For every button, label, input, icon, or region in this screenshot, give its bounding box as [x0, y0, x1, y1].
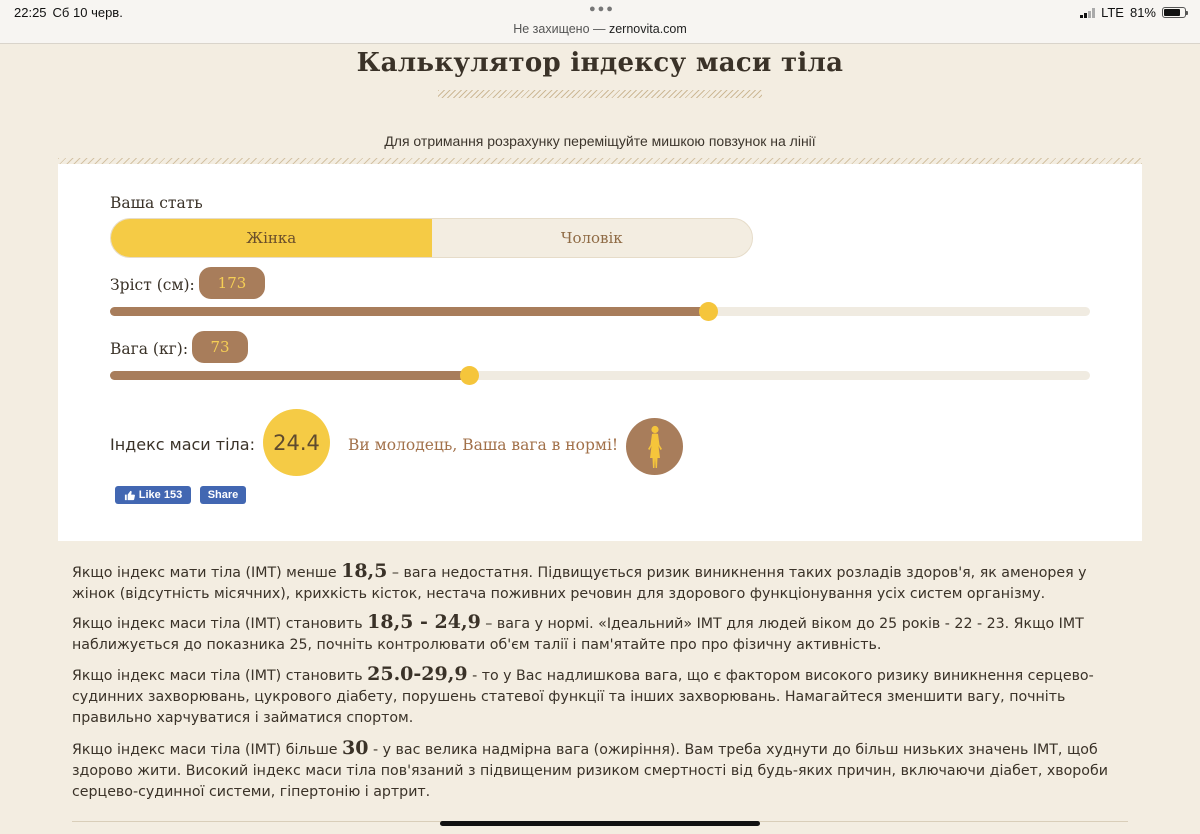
page-title: Калькулятор індексу маси тіла [356, 48, 844, 78]
network-label: LTE [1101, 5, 1124, 20]
home-indicator[interactable] [440, 821, 760, 826]
height-value-badge: 173 [199, 267, 265, 299]
info-threshold: 30 [342, 737, 369, 759]
gender-toggle [110, 218, 753, 258]
weight-label: Вага (кг): [110, 340, 189, 358]
facebook-like-button[interactable] [115, 486, 191, 504]
gender-option-female[interactable]: Жінка [111, 219, 432, 257]
status-indicators [1080, 5, 1186, 20]
info-threshold: 25.0-29,9 [367, 663, 468, 685]
gender-option-male[interactable]: Чоловік [560, 229, 623, 247]
height-slider-fill [110, 307, 708, 316]
bmi-info-underweight [72, 561, 1132, 605]
info-text-before: Якщо індекс маси тіла (ІМТ) становить [72, 616, 368, 632]
weight-value-badge: 73 [192, 331, 248, 363]
body-type-badge [626, 418, 683, 475]
info-text-after: - у вас велика надмірна вага (ожиріння). Вам треба худнути до більш низьких значень ІМТ, щоб здорово жити. Високий індекс маси тіла пов'язаний з підвищеним ризиком смертності від будь-яких причин, включаючи діабет, хвороби серцево-судинної системи, гіпертонію і артрит. [72, 742, 1108, 800]
status-bar [0, 0, 1200, 44]
info-text-after: – вага недостатня. Підвищується ризик виникнення таких розладів здоров'я, як аменорея у жінок (відсутність місячних), крихкість кісток, нестача поживних речовин для здорового функціонування усіх систем організму. [72, 565, 1087, 602]
woman-silhouette-icon [645, 425, 665, 469]
battery-icon [1162, 7, 1186, 18]
status-date: Сб 10 черв. [52, 5, 123, 20]
bmi-value: 24.4 [263, 409, 330, 476]
thumbs-up-icon [124, 490, 135, 501]
info-text-after: - то у Вас надлишкова вага, що є фактором високого ризику виникнення серцево-судинних захворювань, цукрового діабету, порушень статевої функції та інших захворювань. Намагайтеся зменшити вагу, почніть правильно харчуватися і займатися спортом. [72, 668, 1094, 726]
address-bar[interactable] [0, 22, 1200, 36]
info-threshold: 18,5 - 24,9 [367, 611, 481, 633]
facebook-share-button[interactable]: Share [200, 486, 246, 504]
url-security-prefix: Не захищено — [513, 22, 606, 36]
bmi-calculator-card [58, 164, 1142, 541]
bmi-info-overweight [72, 664, 1132, 729]
info-text-before: Якщо індекс мати тіла (ІМТ) менше [72, 565, 342, 581]
weight-slider-fill [110, 371, 469, 380]
height-slider[interactable] [110, 307, 1090, 316]
battery-level [1164, 9, 1180, 16]
info-text-after: – вага у нормі. «Ідеальний» ІМТ для людей віком до 25 років - 22 - 23. Якщо ІМТ наближується до показника 25, почніть контролювати об'єм талії і пам'ятайте про про фізичну активність. [72, 616, 1084, 653]
title-divider [438, 90, 762, 98]
height-label: Зріст (см): [110, 276, 195, 294]
battery-percent: 81% [1129, 5, 1156, 20]
signal-icon [1080, 8, 1095, 18]
bmi-result-message: Ви молодець, Ваша вага в нормі! [348, 436, 619, 454]
info-text-before: Якщо індекс маси тіла (ІМТ) становить [72, 668, 368, 684]
bmi-info-obese [72, 738, 1132, 803]
status-clock: 22:25 [14, 5, 47, 20]
multitasking-dots-icon[interactable]: ●●● [589, 3, 615, 15]
instruction-text: Для отримання розрахунку переміщуйте мишкою повзунок на лінії [384, 133, 816, 149]
weight-slider[interactable] [110, 371, 1090, 380]
like-count-label: Like 153 [138, 489, 183, 501]
bmi-label: Індекс маси тіла: [110, 435, 255, 454]
url-host: zernovita.com [608, 22, 687, 36]
info-text-before: Якщо індекс маси тіла (ІМТ) більше [72, 742, 343, 758]
bmi-info-normal [72, 612, 1132, 656]
height-slider-thumb[interactable] [699, 302, 718, 321]
weight-slider-thumb[interactable] [460, 366, 479, 385]
gender-label: Ваша стать [110, 194, 203, 212]
info-threshold: 18,5 [341, 560, 388, 582]
status-time [14, 5, 123, 20]
